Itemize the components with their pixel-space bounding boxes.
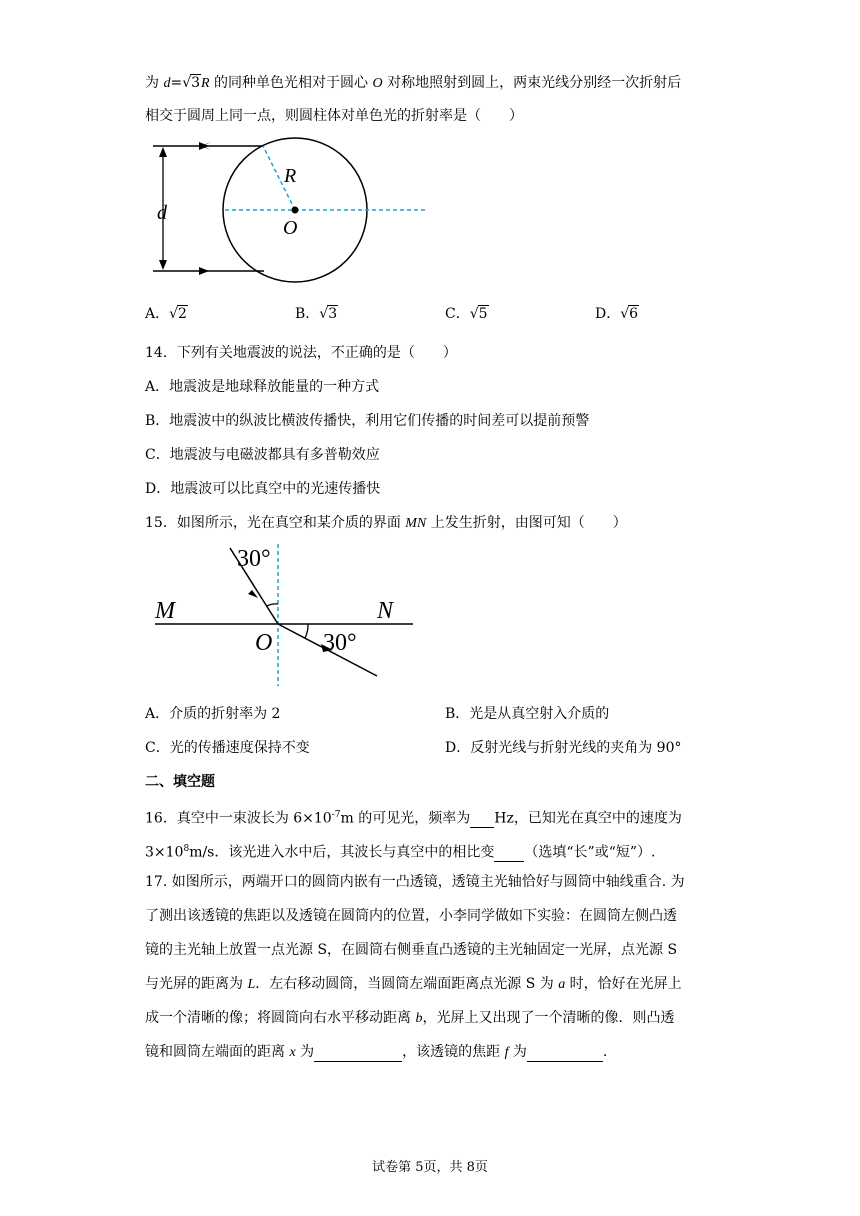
sqrt-expr: √3 xyxy=(182,75,201,91)
var-R: R xyxy=(201,76,210,91)
q17-line5: 成一个清晰的像；将圆筒向右水平移动距离 b，光屏上又出现了一个清晰的像．则凸透 xyxy=(145,1010,675,1026)
section-heading: 二、填空题 xyxy=(145,774,215,790)
q16-blank-2[interactable] xyxy=(494,847,524,862)
q17-line6: 镜和圆筒左端面的距离 x 为 ，该透镜的焦距 f 为 . xyxy=(145,1044,608,1060)
q14-option-b: B．地震波中的纵波比横波传播快，利用它们传播的时间差可以提前预警 xyxy=(145,413,590,429)
q16-blank-1[interactable] xyxy=(470,813,494,828)
label-N: N xyxy=(377,598,394,624)
q13-stem-line1: 为 d=√3R 的同种单色光相对于圆心 O 对称地照射到圆上，两束光线分别经一次折射后 xyxy=(145,75,682,91)
label-M: M xyxy=(155,598,175,624)
q16-line1: 16．真空中一束波长为 $6\times 10^{-7}m$ 的可见光，频率为 Hz，已知光在真空中的速度为 xyxy=(145,810,682,827)
q14-option-d: D．地震波可以比真空中的光速传播快 xyxy=(145,481,381,497)
label-R: R xyxy=(284,165,297,187)
label-O: O xyxy=(255,630,273,656)
q13-option-b: B．√3 xyxy=(295,306,338,322)
q15-refraction-figure xyxy=(145,538,425,688)
q17-blank-f[interactable] xyxy=(527,1047,603,1062)
q13-circle-figure xyxy=(145,137,445,287)
q17-line3: 镜的主光轴上放置一点光源 S，在圆筒右侧垂直凸透镜的主光轴固定一光屏，点光源 S xyxy=(145,942,678,958)
q14-option-c: C．地震波与电磁波都具有多普勒效应 xyxy=(145,447,380,463)
q17-line1: 17. 如图所示，两端开口的圆筒内嵌有一凸透镜，透镜主光轴恰好与圆筒中轴线重合. 为 xyxy=(145,874,685,890)
var-O: O xyxy=(372,76,383,91)
q13-option-a: A．√2 xyxy=(145,306,187,322)
q15-option-c: C．光的传播速度保持不变 xyxy=(145,740,310,756)
page-footer: 试卷第 5页，共 8页 xyxy=(372,1160,488,1175)
q17-blank-x[interactable] xyxy=(314,1047,402,1062)
q15-stem: 15．如图所示，光在真空和某介质的界面 MN 上发生折射，由图可知（ ） xyxy=(145,515,627,531)
var-d: d xyxy=(163,76,171,91)
q14-stem: 14．下列有关地震波的说法，不正确的是（ ） xyxy=(145,345,457,361)
q15-option-a: A．介质的折射率为 2 xyxy=(145,706,281,722)
q13-option-d: D．√6 xyxy=(595,306,639,322)
label-O: O xyxy=(283,217,298,239)
q17-line4: 与光屏的距离为 L．左右移动圆筒，当圆筒左端面距离点光源 S 为 a 时，恰好在光屏上 xyxy=(145,976,682,992)
q13-stem-line2: 相交于圆周上同一点，则圆柱体对单色光的折射率是（ ） xyxy=(145,108,523,124)
q14-option-a: A．地震波是地球释放能量的一种方式 xyxy=(145,379,380,395)
q15-option-d: D．反射光线与折射光线的夹角为 90° xyxy=(445,740,682,756)
q15-option-b: B．光是从真空射入介质的 xyxy=(445,706,610,722)
q17-line2: 了测出该透镜的焦距以及透镜在圆筒内的位置，小李同学做如下实验：在圆筒左侧凸透 xyxy=(145,908,677,924)
label-d: d xyxy=(157,202,167,224)
angle-top-label: 30° xyxy=(237,546,271,572)
q16-line2: $3\times 10^8m/s$．该光进入水中后，其波长与真空中的相比变 （选填“长”或“短”）. xyxy=(145,844,656,861)
angle-bottom-label: 30° xyxy=(323,630,357,656)
q13-option-c: C．√5 xyxy=(445,306,488,322)
